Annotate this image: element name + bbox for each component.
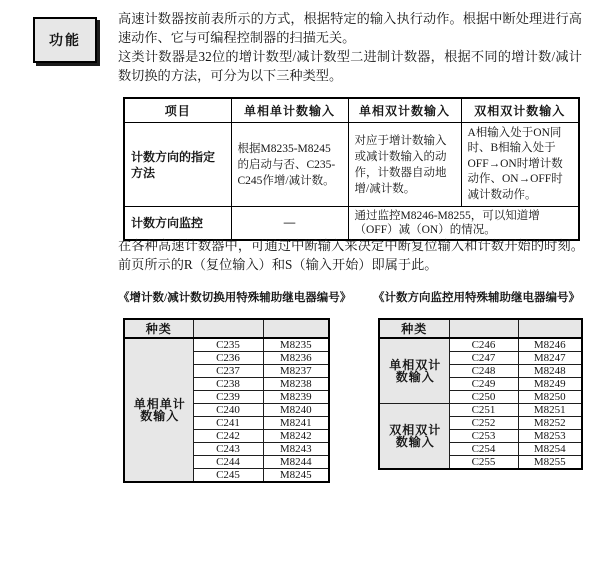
counter-cell: C251	[449, 404, 518, 417]
relay-cell: M8239	[263, 391, 329, 404]
counter-cell: C244	[193, 456, 263, 469]
relay-cell: M8242	[263, 430, 329, 443]
relay-cell: M8243	[263, 443, 329, 456]
spec-row-direction-setting	[124, 123, 579, 207]
counter-spec-table	[123, 97, 580, 241]
function-tag-label: 功能	[49, 34, 81, 49]
relay-cell: M8251	[518, 404, 582, 417]
spec-row2-label: 计数方向监控	[124, 207, 231, 241]
counter-cell: C241	[193, 417, 263, 430]
counter-cell: C248	[449, 365, 518, 378]
spec-header-double-double: 双相双计数输入	[461, 98, 579, 123]
updown-switch-relay-table	[123, 318, 330, 483]
table-row	[124, 338, 329, 352]
relay-cell: M8247	[518, 352, 582, 365]
right-table-category-cell-1: 单相双计数输入	[379, 338, 449, 404]
spec-row2-merged-cell: 通过监控M8246-M8255，可以知道增（OFF）减（ON）的情况。	[348, 207, 579, 241]
right-table-blank-header-2	[518, 319, 582, 338]
relay-cell: M8235	[263, 338, 329, 352]
counter-cell: C246	[449, 338, 518, 352]
counter-cell: C237	[193, 365, 263, 378]
counter-cell: C247	[449, 352, 518, 365]
counter-cell: C245	[193, 469, 263, 483]
counter-cell: C240	[193, 404, 263, 417]
left-table-caption: 《增计数/减计数切换用特殊辅助继电器编号》	[118, 292, 352, 304]
relay-cell: M8246	[518, 338, 582, 352]
relay-cell: M8250	[518, 391, 582, 404]
note-paragraph: 在各种高速计数器中，可通过中断输入来决定中断复位输入和计数开始的时刻。前页所示的R（复位输入）和S（输入开始）即属于此。	[118, 238, 584, 272]
relay-cell: M8252	[518, 417, 582, 430]
counter-cell: C254	[449, 443, 518, 456]
left-table-blank-header-1	[193, 319, 263, 338]
spec-row1-single-double-cell: 对应于增计数输入或减计数输入的动作，计数器自动地增/减计数。	[348, 123, 461, 207]
table-row	[379, 338, 582, 352]
intro-paragraph-1: 高速计数器按前表所示的方式，根据特定的输入执行动作。根据中断处理进行高速动作、它与可编程控制器的扫描无关。	[118, 11, 582, 45]
relay-cell: M8240	[263, 404, 329, 417]
table-row	[379, 404, 582, 417]
function-tag-box	[33, 17, 97, 63]
counter-cell: C236	[193, 352, 263, 365]
right-table-category-cell-2: 双相双计数输入	[379, 404, 449, 470]
relay-cell: M8255	[518, 456, 582, 470]
counter-cell: C235	[193, 338, 263, 352]
spec-header-row	[124, 98, 579, 123]
spec-row1-double-double-cell: A相输入处于ON同时、B相输入处于OFF→ON时增计数动作、ON→OFF时减计数动作。	[461, 123, 579, 207]
relay-cell: M8237	[263, 365, 329, 378]
counter-cell: C243	[193, 443, 263, 456]
left-table-blank-header-2	[263, 319, 329, 338]
relay-cell: M8248	[518, 365, 582, 378]
relay-cell: M8236	[263, 352, 329, 365]
spec-header-item: 项目	[124, 98, 231, 123]
counter-cell: C250	[449, 391, 518, 404]
right-table-blank-header-1	[449, 319, 518, 338]
counter-cell: C238	[193, 378, 263, 391]
counter-cell: C239	[193, 391, 263, 404]
relay-cell: M8249	[518, 378, 582, 391]
right-table-kind-header: 种类	[379, 319, 449, 338]
relay-cell: M8245	[263, 469, 329, 483]
counter-cell: C249	[449, 378, 518, 391]
spec-row1-single-single-cell: 根据M8235-M8245的启动与否、C235-C245作增/减计数。	[231, 123, 348, 207]
relay-cell: M8238	[263, 378, 329, 391]
right-table-header-row	[379, 319, 582, 338]
spec-header-single-single: 单相单计数输入	[231, 98, 348, 123]
intro-text-block	[118, 9, 582, 85]
counter-cell: C242	[193, 430, 263, 443]
spec-header-single-double: 单相双计数输入	[348, 98, 461, 123]
counter-cell: C252	[449, 417, 518, 430]
direction-monitor-relay-table	[378, 318, 583, 470]
spec-row-direction-monitor	[124, 207, 579, 241]
spec-row2-dash-cell: —	[231, 207, 348, 241]
spec-row1-label: 计数方向的指定方法	[124, 123, 231, 207]
relay-cell: M8241	[263, 417, 329, 430]
intro-paragraph-2: 这类计数器是32位的增计数型/减计数型二进制计数器，根据不同的增计数/减计数切换的方法，可分为以下三种类型。	[118, 49, 582, 83]
left-table-header-row	[124, 319, 329, 338]
left-table-category-cell: 单相单计数输入	[124, 338, 193, 482]
relay-cell: M8253	[518, 430, 582, 443]
relay-cell: M8244	[263, 456, 329, 469]
right-table-caption: 《计数方向监控用特殊辅助继电器编号》	[373, 292, 580, 304]
counter-cell: C253	[449, 430, 518, 443]
relay-cell: M8254	[518, 443, 582, 456]
counter-cell: C255	[449, 456, 518, 470]
left-table-kind-header: 种类	[124, 319, 193, 338]
